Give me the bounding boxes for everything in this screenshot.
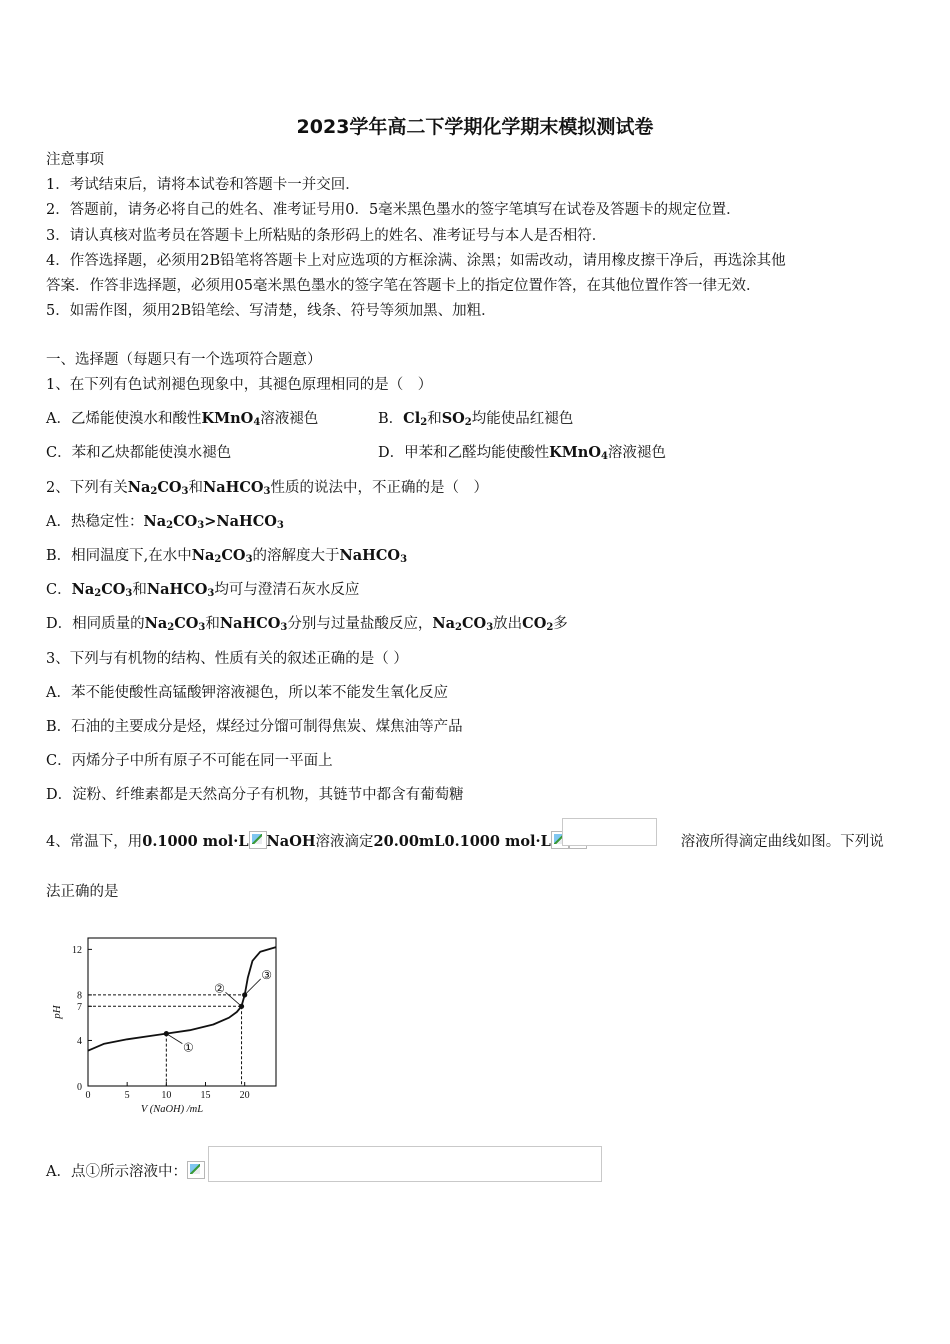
section-heading: 一、选择题（每题只有一个选项符合题意）	[46, 352, 322, 368]
x-tick-label: 15	[200, 1090, 211, 1101]
x-tick-label: 5	[124, 1090, 130, 1101]
titration-curve-chart	[46, 928, 286, 1116]
q4-stem: 4、常温下，用0.1000 mol·L NaOH溶液滴定20.00mL0.1000 mol·L 溶液所得滴定曲线如图。下列说	[46, 833, 884, 850]
q1-option-b: B．$Cl_2$和$SO_2$均能使品红褪色	[378, 410, 574, 428]
q2-option-a: A．热稳定性：$Na_2CO_3>NaHCO_3$	[46, 513, 284, 531]
y-tick-label: 4	[77, 1035, 82, 1047]
q3-option-d: D．淀粉、纤维素都是天然高分子有机物，其链节中都含有葡萄糖	[46, 787, 464, 803]
notice-item-3: 3．请认真核对监考员在答题卡上所粘贴的条形码上的姓名、准考证号与本人是否相符．	[46, 228, 607, 244]
q2-option-c: C．$Na_2CO_3$和NaHCO$_3$均可与澄清石灰水反应	[46, 581, 360, 599]
y-tick-label: 7	[77, 1001, 82, 1013]
q2-stem: 2、下列有关$Na_2CO_3$和NaHCO$_3$性质的说法中，不正确的是（ ）	[46, 479, 488, 497]
image-placeholder-frame	[562, 818, 657, 846]
titration-curve-line	[88, 947, 276, 1051]
broken-image-icon	[249, 831, 267, 849]
x-tick-label: 0	[85, 1090, 91, 1101]
origin-label: 0	[77, 1082, 82, 1093]
point-label: ②	[214, 981, 225, 996]
notice-heading: 注意事项	[46, 152, 104, 168]
y-tick-label: 8	[77, 990, 82, 1002]
data-point-marker	[164, 1031, 169, 1036]
x-tick-label: 20	[239, 1090, 250, 1101]
q1-option-d: D．甲苯和乙醛均能使酸性KMnO$_4$溶液褪色	[378, 444, 666, 462]
point-label: ①	[182, 1040, 194, 1055]
q2-option-d: D．相同质量的$Na_2CO_3$和NaHCO$_3$分别与过量盐酸反应，$Na_2CO_3$放出$CO_2$多	[46, 615, 568, 633]
point-leader-line	[166, 1034, 182, 1044]
chart-frame	[88, 938, 276, 1086]
point-label: ③	[261, 967, 273, 982]
page-title: 2023学年高二下学期化学期末模拟测试卷	[296, 116, 654, 138]
q1-option-a: A．乙烯能使溴水和酸性KMnO$_4$溶液褪色	[46, 410, 319, 428]
q3-option-a: A．苯不能使酸性高锰酸钾溶液褪色，所以苯不能发生氧化反应	[46, 685, 448, 701]
q3-option-b: B．石油的主要成分是烃，煤经过分馏可制得焦炭、煤焦油等产品	[46, 719, 463, 735]
x-axis-label: V (NaOH) /mL	[140, 1104, 204, 1115]
y-axis-label: pH	[51, 1005, 63, 1019]
point-leader-line	[226, 992, 242, 1006]
y-tick-label: 12	[72, 944, 82, 956]
q4-stem-cont: 法正确的是	[46, 884, 119, 900]
notice-item-1: 1．考试结束后，请将本试卷和答题卡一并交回．	[46, 177, 360, 193]
notice-item-4-cont: 答案．作答非选择题，必须用05毫米黑色墨水的签字笔在答题卡上的指定位置作答，在其他位置作答一律无效．	[46, 278, 761, 294]
image-placeholder-frame	[208, 1146, 602, 1182]
q4-option-a: A．点①所示溶液中：	[46, 1161, 205, 1182]
x-tick-label: 10	[161, 1090, 172, 1101]
q3-option-c: C．丙烯分子中所有原子不可能在同一平面上	[46, 753, 333, 769]
q1-stem: 1、在下列有色试剂褪色现象中，其褪色原理相同的是（ ）	[46, 377, 433, 393]
broken-image-icon	[187, 1161, 205, 1179]
q1-option-c: C．苯和乙炔都能使溴水褪色	[46, 445, 232, 461]
q3-stem: 3、下列与有机物的结构、性质有关的叙述正确的是（ ）	[46, 651, 408, 667]
notice-item-2: 2．答题前，请务必将自己的姓名、准考证号用0．5毫米黑色墨水的签字笔填写在试卷及答题卡的规定位置．	[46, 202, 741, 218]
notice-item-4: 4．作答选择题，必须用2B铅笔将答题卡上对应选项的方框涂满、涂黑；如需改动，请用橡皮擦干净后，再选涂其他	[46, 253, 786, 269]
q2-option-b: B．相同温度下,在水中$Na_2CO_3$的溶解度大于NaHCO$_3$	[46, 547, 408, 565]
notice-item-5: 5．如需作图，须用2B铅笔绘、写清楚，线条、符号等须加黑、加粗．	[46, 303, 496, 319]
